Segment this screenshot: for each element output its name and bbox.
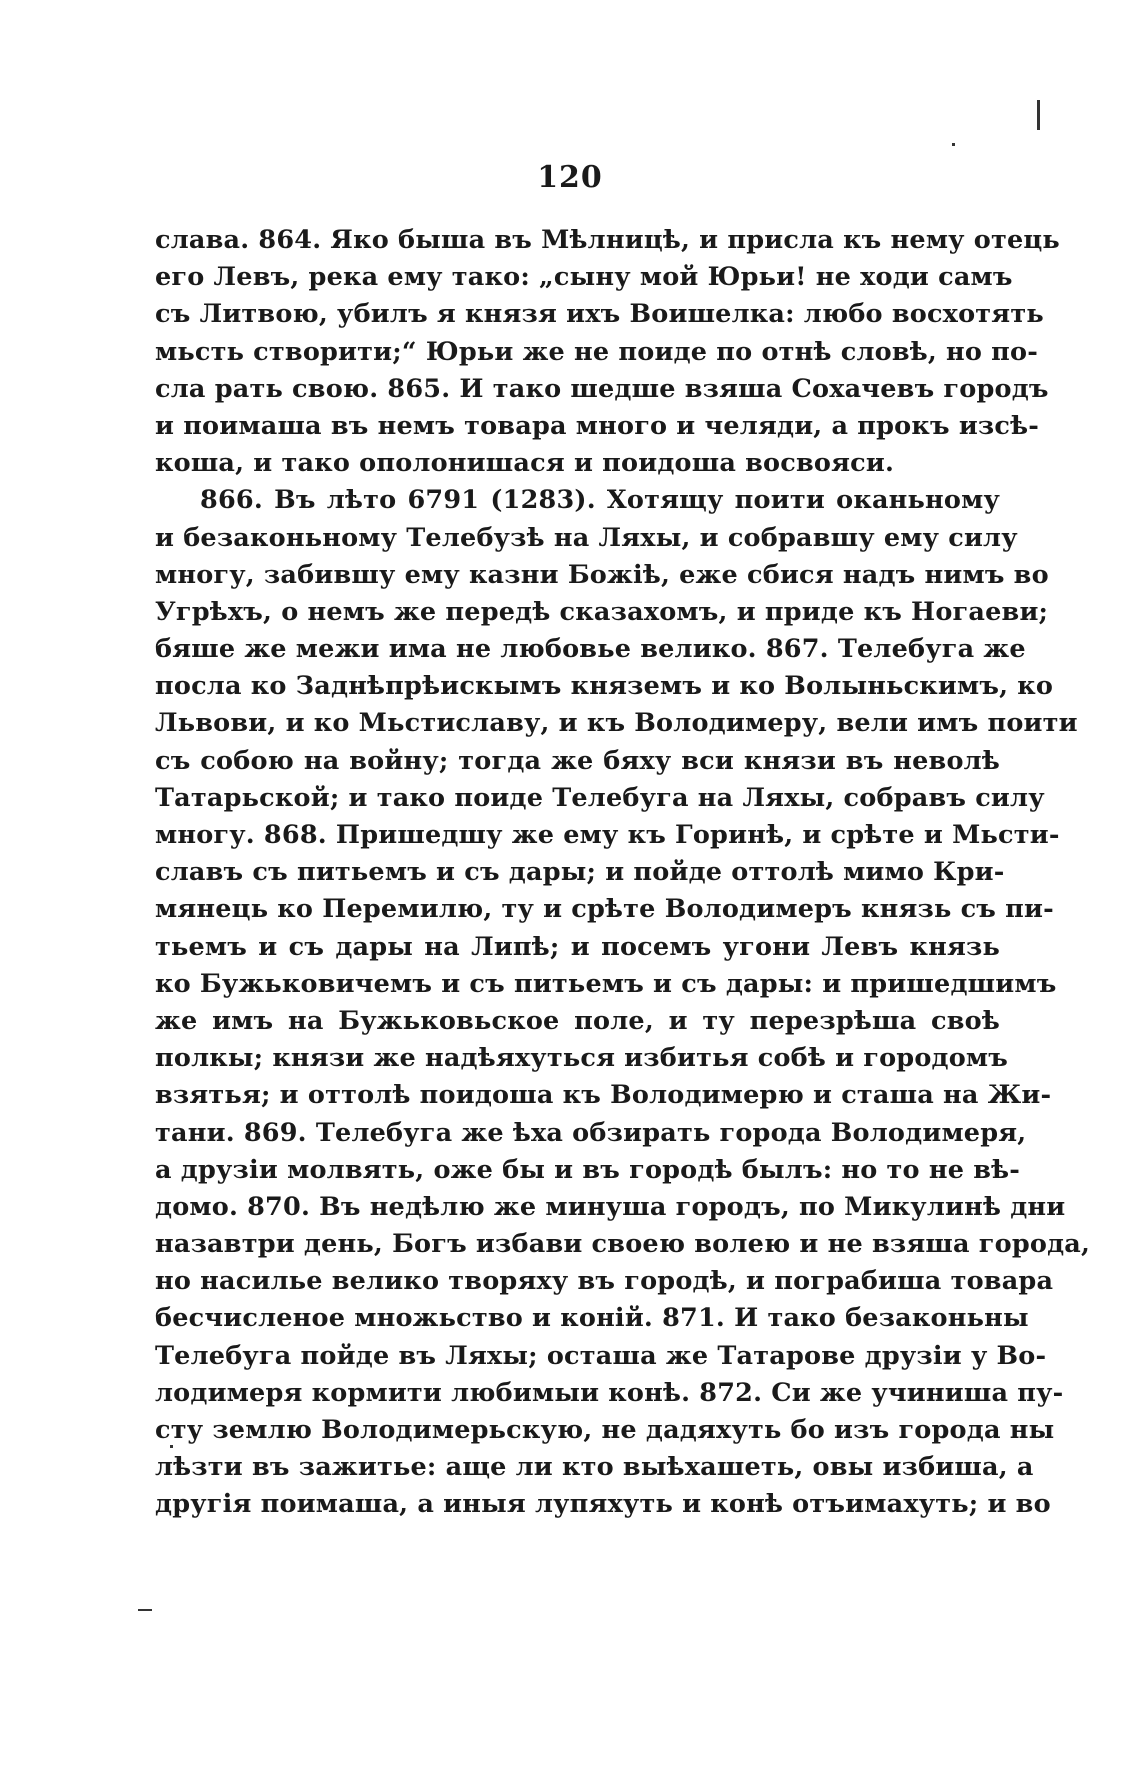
scan-speck	[170, 1445, 173, 1448]
text-line: лодимеря кормити любимыи конѣ. 872. Си же учиниша пу-	[155, 1377, 1064, 1408]
text-line: Львови, и ко Мьстиславу, и къ Володимеру, вели имъ поити	[155, 708, 1078, 739]
text-line: полкы; князи же надѣяхуться избитья собѣ и городомъ	[155, 1043, 1009, 1074]
text-line: домо. 870. Въ недѣлю же минуша городъ, по Микулинѣ дни	[155, 1191, 1066, 1222]
text-line: назавтри день, Богъ избави своею волею и не взяша города,	[155, 1229, 1091, 1260]
text-line: его Левъ, река ему тако: „сыну мой Юрьи! не ходи самъ	[155, 262, 1013, 293]
text-line: Татарьской; и тако поиде Телебуга на Ляхы, собравъ силу	[155, 782, 1045, 813]
text-line: же имъ на Бужьковьское поле, и ту перезрѣша своѣ	[155, 1005, 1000, 1036]
text-line: съ Литвою, убилъ я князя ихъ Воишелка: любо восхотять	[155, 299, 1044, 330]
text-line: славъ съ питьемъ и съ дары; и пойде оттолѣ мимо Кри-	[155, 857, 1005, 888]
text-line: слава. 864. Яко быша въ Мѣлницѣ, и присла къ нему отець	[155, 225, 1060, 255]
body-text	[155, 222, 1091, 1524]
text-line: мьсть створити;“ Юрьи же не поиде по отнѣ словѣ, но по-	[155, 336, 1039, 367]
text-line: сту землю Володимерьскую, не дадяхуть бо изъ города ны	[155, 1415, 1055, 1445]
scan-mark	[1037, 100, 1040, 130]
text-line: лѣзти въ зажитье: аще ли кто выѣхашеть, овы избиша, а	[155, 1452, 1034, 1483]
text-line: Телебуга пойде въ Ляхы; осташа же Татарове друзіи у Во-	[155, 1340, 1047, 1371]
text-line: бесчисленое множьство и коній. 871. И тако безаконьны	[155, 1303, 1029, 1334]
page-number: 120	[537, 160, 603, 195]
text-line: бяше же межи има не любовье велико. 867. Телебуга же	[155, 634, 1026, 665]
text-line: сла рать свою. 865. И тако шедше взяша Сохачевъ городъ	[155, 373, 1049, 404]
paragraph-start-line: 866. Въ лѣто 6791 (1283). Хотящу поити оканьному	[200, 485, 1000, 516]
text-line: тани. 869. Телебуга же ѣха обзирать города Володимеря,	[155, 1117, 1027, 1148]
text-line: взятья; и оттолѣ поидоша къ Володимерю и сташа на Жи-	[155, 1080, 1052, 1111]
scan-speck	[952, 143, 955, 146]
text-line: тьемъ и съ дары на Липѣ; и посемъ угони Левъ князь	[155, 931, 1000, 962]
scan-speck	[138, 1609, 152, 1611]
text-line: коша, и тако ополонишася и поидоша восвояси.	[155, 448, 895, 479]
text-line: и поимаша въ немъ товара много и челяди, а прокъ изсѣ-	[155, 410, 1040, 441]
text-line: многу, забившу ему казни Божіѣ, еже сбися надъ нимъ во	[155, 559, 1049, 590]
text-line: съ собою на войну; тогда же бяху вси князи въ неволѣ	[155, 745, 1000, 776]
text-line: мянець ко Перемилю, ту и срѣте Володимеръ князь съ пи-	[155, 894, 1054, 925]
text-line: посла ко Заднѣпрѣискымъ княземъ и ко Волыньскимъ, ко	[155, 671, 1054, 702]
text-line: многу. 868. Пришедшу же ему къ Горинѣ, и срѣте и Мьсти-	[155, 820, 1060, 850]
text-line: а друзіи молвять, оже бы и въ городѣ былъ: но то не вѣ-	[155, 1154, 1021, 1185]
text-line: и безаконьному Телебузѣ на Ляхы, и собравшу ему силу	[155, 522, 1018, 553]
text-line: но насилье велико творяху въ городѣ, и пограбиша товара	[155, 1266, 1054, 1297]
text-line: другія поимаша, а иныя лупяхуть и конѣ отъимахуть; и во	[155, 1489, 1051, 1520]
text-line: Угрѣхъ, о немъ же передѣ сказахомъ, и приде къ Ногаеви;	[155, 596, 1049, 627]
text-line: ко Бужьковичемъ и съ питьемъ и съ дары: и пришедшимъ	[155, 968, 1057, 999]
